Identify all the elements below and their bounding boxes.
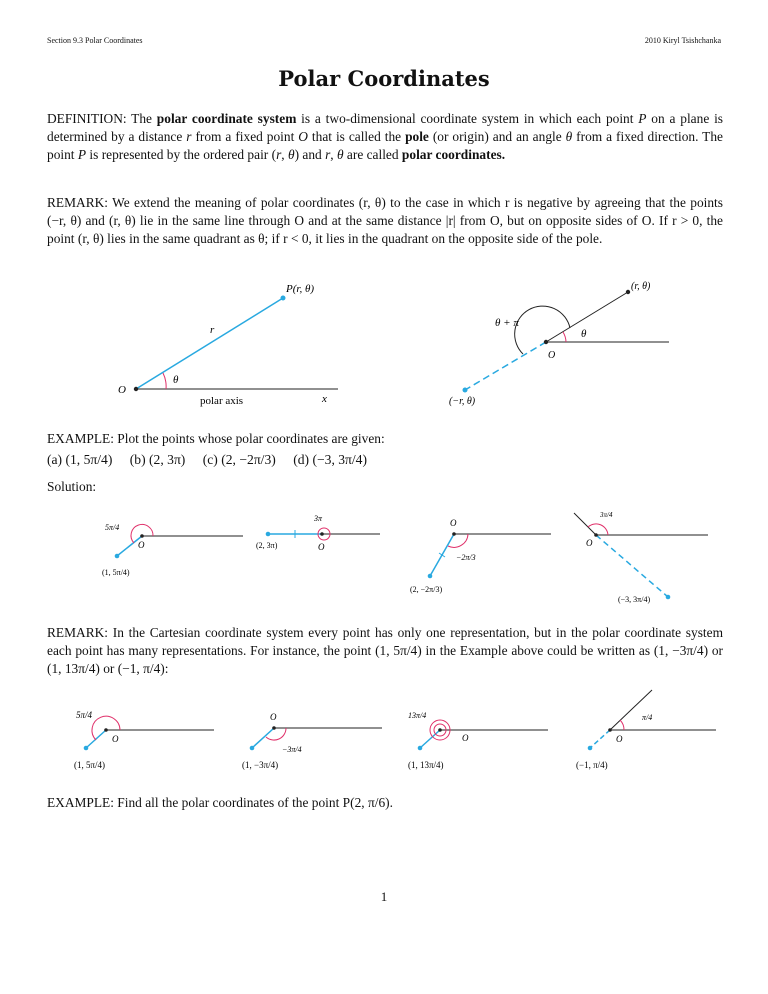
svg-text:3π/4: 3π/4 — [600, 511, 613, 519]
page-title: Polar Coordinates — [278, 66, 490, 91]
example-item-d: (d) (−3, 3π/4) — [293, 452, 367, 467]
theta-label: θ — [173, 374, 179, 386]
svg-text:(2, −2π/3): (2, −2π/3) — [410, 585, 443, 594]
svg-text:(1, 5π/4): (1, 5π/4) — [102, 568, 130, 577]
pole-dot — [134, 387, 138, 391]
svg-text:−2π/3: −2π/3 — [456, 553, 476, 562]
plot-c-neg2pi3 — [408, 508, 556, 604]
running-header-left: Section 9.3 Polar Coordinates — [47, 36, 143, 45]
svg-text:O: O — [270, 712, 277, 722]
negative-point-label: (−r, θ) — [449, 396, 476, 407]
plot2-b-neg3pi4 — [238, 706, 386, 776]
svg-text:O: O — [586, 538, 593, 548]
radius-line — [136, 298, 283, 389]
svg-text:(−3, 3π/4): (−3, 3π/4) — [618, 595, 651, 604]
svg-text:(1, −3π/4): (1, −3π/4) — [242, 760, 279, 770]
radius-line — [546, 292, 628, 342]
theta-arc — [163, 373, 166, 389]
plot-b-3pi — [252, 508, 384, 588]
svg-text:O: O — [138, 540, 145, 550]
example-item-c: (c) (2, −2π/3) — [202, 452, 276, 467]
theta-arc — [563, 332, 566, 342]
plot-d-neg3-3pi4 — [572, 505, 712, 607]
plot2-a-5pi4 — [72, 706, 220, 776]
plot2-d-neg1-pi4 — [572, 688, 720, 778]
svg-text:(1, 5π/4): (1, 5π/4) — [74, 760, 106, 770]
polar-point-figure — [110, 278, 350, 408]
remark-negative-r: REMARK: We extend the meaning of polar coordinates (r, θ) to the case in which r is negative by agreeing that the points (−r, θ) and (r, θ) lie in the same line through O and at the same distance |r| from O, but on opposite sides of O. If r > 0, the point (r, θ) lies in the same quadrant as θ; if r < 0, it lies in the quadrant on the opposite side of the pole. — [47, 195, 723, 246]
svg-text:O: O — [462, 733, 469, 743]
example-find-all-coordinates: EXAMPLE: Find all the polar coordinates of the point P(2, π/6). — [47, 795, 393, 810]
svg-text:13π/4: 13π/4 — [408, 711, 427, 720]
plot-a-5pi4 — [100, 510, 248, 590]
svg-text:O: O — [318, 542, 325, 552]
svg-text:5π/4: 5π/4 — [76, 710, 93, 720]
example-item-b: (b) (2, 3π) — [129, 452, 186, 467]
svg-text:3π: 3π — [314, 514, 323, 523]
polar-axis-label: polar axis — [200, 395, 244, 407]
opposite-ray-line — [465, 342, 546, 390]
point-dot — [626, 290, 630, 294]
theta-label: θ — [581, 328, 587, 340]
solution-label: Solution: — [47, 479, 97, 494]
remark-many-representations: REMARK: In the Cartesian coordinate system every point has only one representation, but in the polar coordinate system each point has many representations. For instance, the point (1, 5π/4) in the Example above could be written as (1, −3π/4) or (1, 13π/4) or (−1, π/4): — [47, 625, 723, 676]
r-label: r — [210, 324, 215, 336]
page-number: 1 — [380, 889, 388, 904]
svg-text:(1, 13π/4): (1, 13π/4) — [408, 760, 444, 770]
svg-text:5π/4: 5π/4 — [105, 523, 120, 532]
example-plot-text: EXAMPLE: Plot the points whose polar coordinates are given: — [47, 431, 385, 446]
definition-paragraph: DEFINITION: The polar coordinate system is a two-dimensional coordinate system in which each point P on a plane is determined by a distance r from a fixed point O that is called the pole (or origin) and an angle θ from a fixed direction. The point P is represented by the ordered pair (r, θ) and r, θ are called polar coordinates. — [47, 111, 724, 162]
point-p-label: P(r, θ) — [286, 283, 315, 295]
point-p-dot — [281, 296, 286, 301]
example-item-a: (a) (1, 5π/4) — [47, 452, 113, 467]
svg-text:π/4: π/4 — [642, 713, 653, 722]
x-label: x — [322, 393, 327, 405]
svg-text:(−1, π/4): (−1, π/4) — [576, 760, 608, 770]
theta-pi-arc — [515, 306, 570, 354]
negative-r-figure — [435, 274, 675, 408]
origin-label: O — [118, 384, 126, 396]
example-items — [47, 452, 381, 468]
svg-text:−3π/4: −3π/4 — [282, 745, 302, 754]
svg-text:(2, 3π): (2, 3π) — [256, 541, 278, 550]
svg-text:O: O — [450, 518, 457, 528]
pole-dot — [544, 340, 548, 344]
point-label: (r, θ) — [631, 281, 651, 292]
negative-point-dot — [463, 388, 468, 393]
plot2-c-13pi4 — [404, 706, 552, 776]
theta-pi-label: θ + π — [495, 317, 519, 329]
svg-text:O: O — [112, 734, 119, 744]
origin-label: O — [548, 350, 556, 361]
running-header-right: 2010 Kiryl Tsishchanka — [644, 36, 721, 45]
svg-text:O: O — [616, 734, 623, 744]
